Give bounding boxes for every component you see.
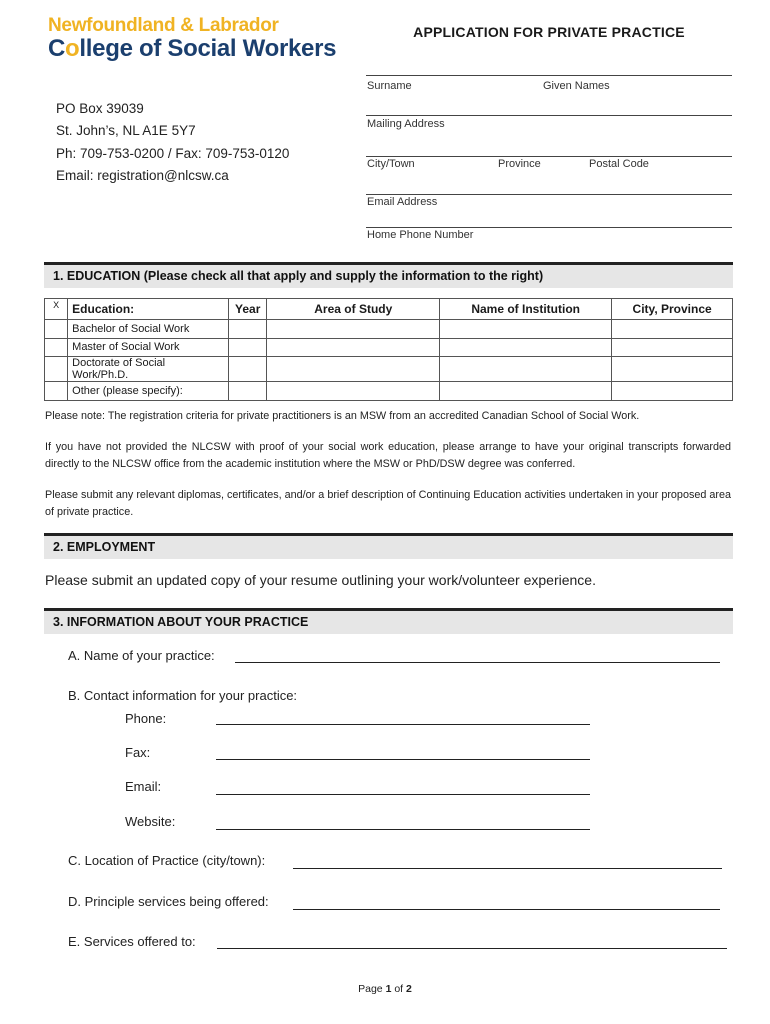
education-column-header: Education: (68, 299, 229, 320)
logo-province-text: Newfoundland & Labrador (48, 15, 279, 36)
practice-phone-label: Phone: (125, 711, 167, 726)
name-field-line[interactable] (366, 75, 732, 76)
practice-website-label: Website: (125, 814, 176, 829)
institution-column-header: Name of Institution (440, 299, 612, 320)
checkbox-cell[interactable] (45, 320, 68, 339)
area-cell[interactable] (267, 338, 440, 357)
principle-services-label: D. Principle services being offered: (68, 894, 269, 909)
table-row (45, 320, 733, 339)
section-education-title: 1. EDUCATION (Please check all that apply and supply the information to the right) (53, 269, 544, 283)
year-cell[interactable] (228, 382, 267, 401)
practice-website-field[interactable] (216, 829, 590, 830)
year-cell[interactable] (228, 357, 267, 382)
services-offered-to-label: E. Services offered to: (68, 934, 196, 949)
phone-fax: Ph: 709-753-0200 / Fax: 709-753-0120 (56, 145, 290, 161)
city-town-label: City/Town (367, 158, 415, 170)
principle-services-field[interactable] (293, 909, 720, 910)
practice-fax-field[interactable] (216, 759, 590, 760)
education-table (44, 298, 733, 401)
email-address-line[interactable] (366, 194, 732, 195)
home-phone-line[interactable] (366, 227, 732, 228)
note-msw-criteria: Please note: The registration criteria for private practitioners is an MSW from an accredited Canadian School of Social Work. (45, 410, 640, 422)
contact-email: Email: registration@nlcsw.ca (56, 167, 229, 183)
section-practice-title: 3. INFORMATION ABOUT YOUR PRACTICE (53, 615, 309, 629)
table-row (45, 338, 733, 357)
degree-cell: Master of Social Work (68, 338, 229, 357)
institution-cell[interactable] (440, 320, 612, 339)
city-province-cell[interactable] (612, 338, 733, 357)
institution-cell[interactable] (440, 338, 612, 357)
institution-cell[interactable] (440, 357, 612, 382)
practice-location-label: C. Location of Practice (city/town): (68, 853, 266, 868)
city-province-column-header: City, Province (612, 299, 733, 320)
college-logo (48, 16, 336, 62)
institution-cell[interactable] (440, 382, 612, 401)
given-names-label: Given Names (543, 80, 610, 92)
email-address-label: Email Address (367, 196, 438, 208)
services-offered-to-field[interactable] (217, 948, 727, 949)
city-province-cell[interactable] (612, 320, 733, 339)
area-cell[interactable] (267, 357, 440, 382)
city-province-cell[interactable] (612, 382, 733, 401)
logo-college-text: College of Social Workers (48, 35, 337, 62)
surname-label: Surname (367, 80, 412, 92)
degree-cell: Doctorate of Social Work/Ph.D. (68, 357, 229, 382)
note-transcripts: If you have not provided the NLCSW with proof of your social work education, please arrange to have your original transcripts forwarded directly to the NLCSW office from the academic institution where the MSW or PhD/DSW degree was conferred. (45, 441, 731, 470)
home-phone-label: Home Phone Number (367, 229, 474, 241)
practice-phone-field[interactable] (216, 724, 590, 725)
postal-code-label: Postal Code (589, 158, 649, 170)
employment-instruction: Please submit an updated copy of your resume outlining your work/volunteer experience. (45, 572, 596, 588)
year-column-header: Year (228, 299, 267, 320)
table-row (45, 357, 733, 382)
degree-cell: Other (please specify): (68, 382, 229, 401)
mailing-address-line[interactable] (366, 115, 732, 116)
year-cell[interactable] (228, 320, 267, 339)
po-box: PO Box 39039 (56, 101, 144, 116)
section-employment-title: 2. EMPLOYMENT (53, 540, 156, 554)
practice-name-field[interactable] (235, 662, 720, 663)
contact-block (56, 98, 289, 187)
province-label: Province (498, 158, 541, 170)
practice-location-field[interactable] (293, 868, 722, 869)
section-education-header (44, 262, 733, 288)
section-practice-header (44, 608, 733, 634)
city-province-cell[interactable] (612, 357, 733, 382)
section-employment-header (44, 533, 733, 559)
area-cell[interactable] (267, 382, 440, 401)
area-cell[interactable] (267, 320, 440, 339)
maple-leaf-icon: o (65, 35, 80, 62)
practice-email-field[interactable] (216, 794, 590, 795)
area-column-header: Area of Study (267, 299, 440, 320)
city-line[interactable] (366, 156, 732, 157)
checkbox-cell[interactable] (45, 357, 68, 382)
practice-email-label: Email: (125, 779, 162, 794)
form-title: APPLICATION FOR PRIVATE PRACTICE (413, 24, 685, 40)
city-postal: St. John’s, NL A1E 5Y7 (56, 123, 196, 139)
education-table-header (45, 299, 733, 320)
year-cell[interactable] (228, 338, 267, 357)
checkbox-cell[interactable] (45, 382, 68, 401)
check-column-header: X (45, 299, 68, 320)
mailing-address-label: Mailing Address (367, 118, 445, 130)
practice-name-label: A. Name of your practice: (68, 648, 215, 663)
degree-cell: Bachelor of Social Work (68, 320, 229, 339)
page-number: Page 1 of 2 (358, 983, 412, 995)
contact-info-label: B. Contact information for your practice: (68, 688, 298, 703)
table-row (45, 382, 733, 401)
checkbox-cell[interactable] (45, 338, 68, 357)
practice-fax-label: Fax: (125, 745, 151, 760)
note-diplomas: Please submit any relevant diplomas, certificates, and/or a brief description of Continuing Education activities undertaken in your proposed area of private practice. (45, 489, 731, 518)
